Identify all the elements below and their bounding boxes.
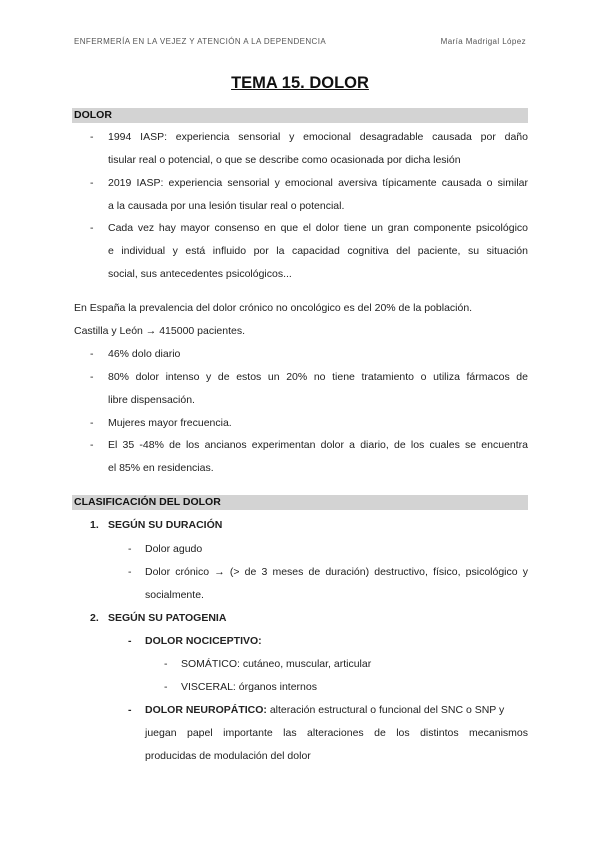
bullet-dash: - [90,222,94,234]
section-heading-clasificacion: CLASIFICACIÓN DEL DOLOR [72,495,528,510]
region-text: Castilla y León → 415000 pacientes. [74,325,246,337]
prevalence-text: En España la prevalencia del dolor crónico no oncológico es del 20% de la población. [74,302,473,314]
numbered-item-title: SEGÚN SU PATOGENIA [108,612,227,624]
bullet-dash: - [90,348,94,360]
bullet-dash: - [128,566,132,578]
list-item-line: social, sus antecedentes psicológicos... [108,268,292,280]
list-item-line: SOMÁTICO: cutáneo, muscular, articular [181,658,372,670]
bullet-dash: - [164,681,168,693]
list-item-line: El 35 -48% de los ancianos experimentan dolor a diario, de los cuales se encuentra [108,439,528,451]
bullet-dash: - [90,439,94,451]
list-item-line: 46% dolo diario [108,348,181,360]
list-item-line: Cada vez hay mayor consenso en que el dolor tiene un gran componente psicológico [108,222,528,234]
list-item-line: producidas de modulación del dolor [145,750,311,762]
bullet-dash: - [90,371,94,383]
list-item-line: 2019 IASP: experiencia sensorial y emocional aversiva típicamente causada o similar [108,177,528,189]
page-title: TEMA 15. DOLOR [231,74,369,92]
bullet-dash: - [128,543,132,555]
list-item-line: tisular real o potencial, o que se describe como ocasionada por dicha lesión [108,154,461,166]
list-item-line: socialmente. [145,589,204,601]
list-item-line: a la causada por una lesión tisular real o potencial. [108,200,345,212]
bullet-dash: - [128,704,132,716]
numbered-item-title: SEGÚN SU DURACIÓN [108,519,223,531]
numbered-item-number: 1. [90,519,99,531]
list-item-line: VISCERAL: órganos internos [181,681,317,693]
list-item-line: Mujeres mayor frecuencia. [108,417,232,429]
list-item-line [145,704,504,717]
bullet-dash: - [164,658,168,670]
neuropatico-text: alteración estructural o funcional del SNC o SNP y [266,704,505,716]
list-item-line: e individual y está influido por la capacidad cognitiva del paciente, su situación [108,245,528,257]
bullet-dash: - [90,177,94,189]
list-item-line: 1994 IASP: experiencia sensorial y emocional desagradable causada por daño [108,131,528,143]
bullet-dash: - [128,635,132,647]
bullet-dash: - [90,417,94,429]
subheading-nociceptivo: DOLOR NOCICEPTIVO: [145,635,262,647]
numbered-item-number: 2. [90,612,99,624]
list-item-line: el 85% en residencias. [108,462,214,474]
running-header-course: ENFERMERÍA EN LA VEJEZ Y ATENCIÓN A LA DEPENDENCIA [74,37,327,46]
list-item-line: juegan papel importante las alteraciones de los distintos mecanismos [145,727,528,739]
section-heading-dolor: DOLOR [72,108,528,123]
list-item-line: Dolor crónico → (> de 3 meses de duración) destructivo, físico, psicológico y [145,566,528,578]
list-item-line: 80% dolor intenso y de estos un 20% no tiene tratamiento o utiliza fármacos de [108,371,528,383]
bullet-dash: - [90,131,94,143]
list-item-line: libre dispensación. [108,394,195,406]
running-header-author: María Madrigal López [440,37,526,46]
list-item-line: Dolor agudo [145,543,203,555]
subheading-neuropatico: DOLOR NEUROPÁTICO: [145,704,267,716]
